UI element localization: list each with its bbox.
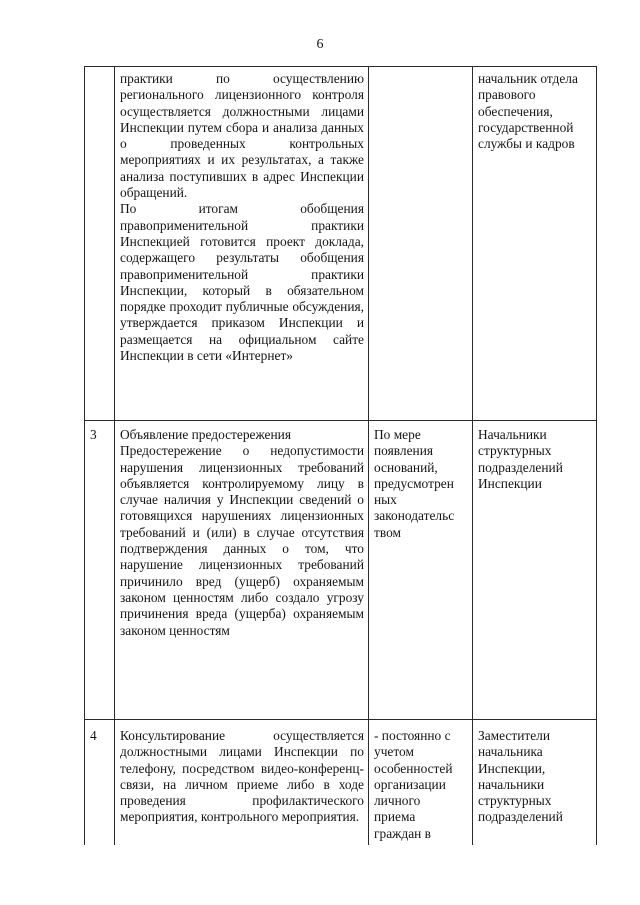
timing-line: учетом xyxy=(374,744,414,760)
measures-table xyxy=(84,66,597,845)
timing-cell xyxy=(369,67,473,421)
timing-line: особенностей xyxy=(374,760,453,776)
responsible-line: начальники xyxy=(478,776,545,792)
timing-line: предусмотрен xyxy=(374,475,454,491)
row-number-cell: 4 xyxy=(85,720,115,846)
responsible-cell xyxy=(473,67,597,421)
responsible-line: структурных xyxy=(478,443,552,459)
responsible-line: обеспечения, xyxy=(478,103,553,119)
responsible-line: Инспекции, xyxy=(478,760,546,776)
responsible-line: правового xyxy=(478,87,536,103)
responsible-line: государственной xyxy=(478,119,574,135)
timing-line: личного xyxy=(374,793,421,809)
timing-line: законодательс xyxy=(374,508,455,524)
row-number-cell xyxy=(85,67,115,421)
page-number: 6 xyxy=(316,37,324,52)
responsible-line: начальник отдела xyxy=(478,71,578,86)
responsible-line: подразделений xyxy=(478,809,563,825)
responsible-line: службы и кадров xyxy=(478,136,575,152)
measure-paragraph: Консультирование осуществляется должностными лицами Инспекции по телефону, посредством видео-конференц-связи, на личном приеме либо в ходе проведения профилактического мероприятия, контрольного мероприятия. xyxy=(120,728,364,825)
timing-line: организации xyxy=(374,776,446,792)
measure-description-cell xyxy=(115,720,369,846)
responsible-line: начальника xyxy=(478,744,543,760)
responsible-line: Заместители xyxy=(478,728,551,743)
row-number-cell: 3 xyxy=(85,421,115,720)
timing-line: оснований, xyxy=(374,459,438,475)
timing-line: появления xyxy=(374,443,434,459)
measure-paragraph: Предостережение о недопустимости нарушения лицензионных требований объявляется контролируемому лицу в случае наличия у Инспекции сведений о готовящихся нарушениях лицензионных требований и (или) в случае отсутствия подтверждения данных о том, что нарушение лицензионных требований причинило вред (ущерб) охраняемым законом ценностям либо создало угрозу причинения вреда (ущерба) охраняемым законом ценностям xyxy=(120,443,364,638)
responsible-cell xyxy=(473,421,597,720)
responsible-cell xyxy=(473,720,597,846)
responsible-line: подразделений xyxy=(478,459,563,475)
timing-cell xyxy=(369,421,473,720)
table-row xyxy=(85,421,597,720)
table-row xyxy=(85,67,597,421)
measure-description-cell xyxy=(115,67,369,421)
timing-line: По мере xyxy=(374,427,421,442)
responsible-line: Начальники xyxy=(478,427,547,442)
timing-line: ных xyxy=(374,492,397,508)
table-row xyxy=(85,720,597,846)
responsible-line: структурных xyxy=(478,793,552,809)
measure-paragraph: практики по осуществлению регионального лицензионного контроля осуществляется должностными лицами Инспекции путем сбора и анализа данных о проведенных контрольных мероприятиях и их результатах, а также анализа поступивших в адрес Инспекции обращений. xyxy=(120,71,364,201)
timing-line: граждан в xyxy=(374,825,431,841)
timing-line: твом xyxy=(374,524,401,540)
timing-line: - постоянно с xyxy=(374,728,451,743)
responsible-line: Инспекции xyxy=(478,475,542,491)
measure-paragraph: По итогам обобщения правоприменительной практики Инспекцией готовится проект доклада, содержащего результаты обобщения правоприменительной практики Инспекции, который в обязательном порядке проходит публичные обсуждения, утверждается приказом Инспекции и размещается на официальном сайте Инспекции в сети «Интернет» xyxy=(120,201,364,364)
timing-line: приема xyxy=(374,809,416,825)
measure-title: Объявление предостережения xyxy=(120,427,291,442)
timing-cell xyxy=(369,720,473,846)
measure-description-cell xyxy=(115,421,369,720)
